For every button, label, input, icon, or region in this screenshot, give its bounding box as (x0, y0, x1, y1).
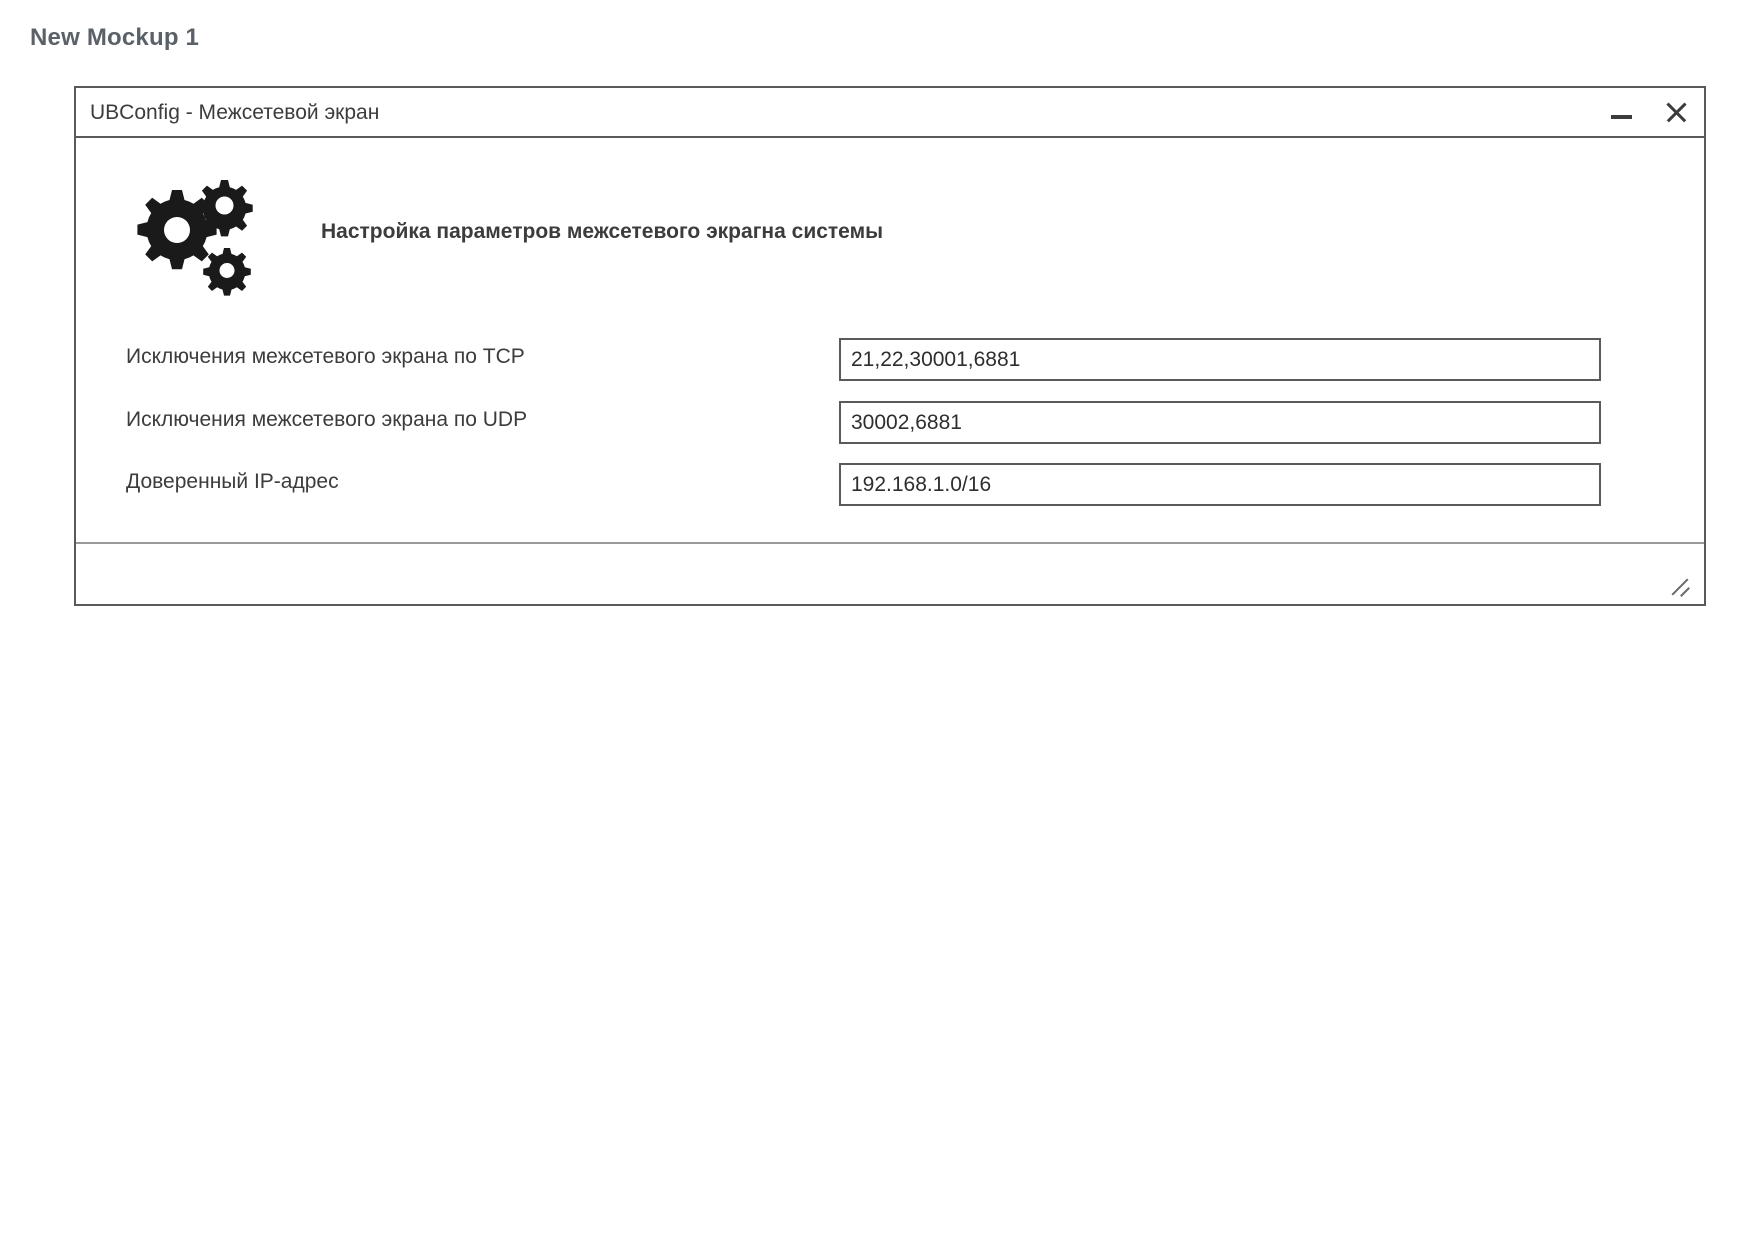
window-title: UBConfig - Межсетевой экран (90, 101, 380, 124)
window-footer (76, 542, 1704, 604)
udp-exclusions-input[interactable] (839, 401, 1601, 444)
trusted-ip-input[interactable] (839, 463, 1601, 506)
field-label-tcp-exclusions: Исключения межсетевого экрана по TCP (126, 345, 525, 368)
mockup-title: New Mockup 1 (30, 24, 200, 51)
window-titlebar (76, 88, 1704, 138)
field-label-trusted-ip: Доверенный IP-адрес (126, 470, 339, 493)
tcp-exclusions-input[interactable] (839, 338, 1601, 381)
gears-icon (124, 176, 264, 301)
field-row-udp-exclusions (76, 401, 1704, 445)
window-controls (1608, 88, 1690, 136)
field-label-udp-exclusions: Исключения межсетевого экрана по UDP (126, 408, 528, 431)
window-body (76, 138, 1704, 542)
minimize-icon[interactable] (1608, 98, 1636, 126)
application-window (74, 86, 1706, 606)
close-icon[interactable] (1662, 98, 1690, 126)
field-row-tcp-exclusions (76, 338, 1704, 382)
field-row-trusted-ip (76, 463, 1704, 507)
resize-grip-icon[interactable] (1666, 570, 1692, 596)
header-description: Настройка параметров межсетевого экрагна системы (321, 220, 884, 243)
window-header-row (76, 158, 1704, 298)
